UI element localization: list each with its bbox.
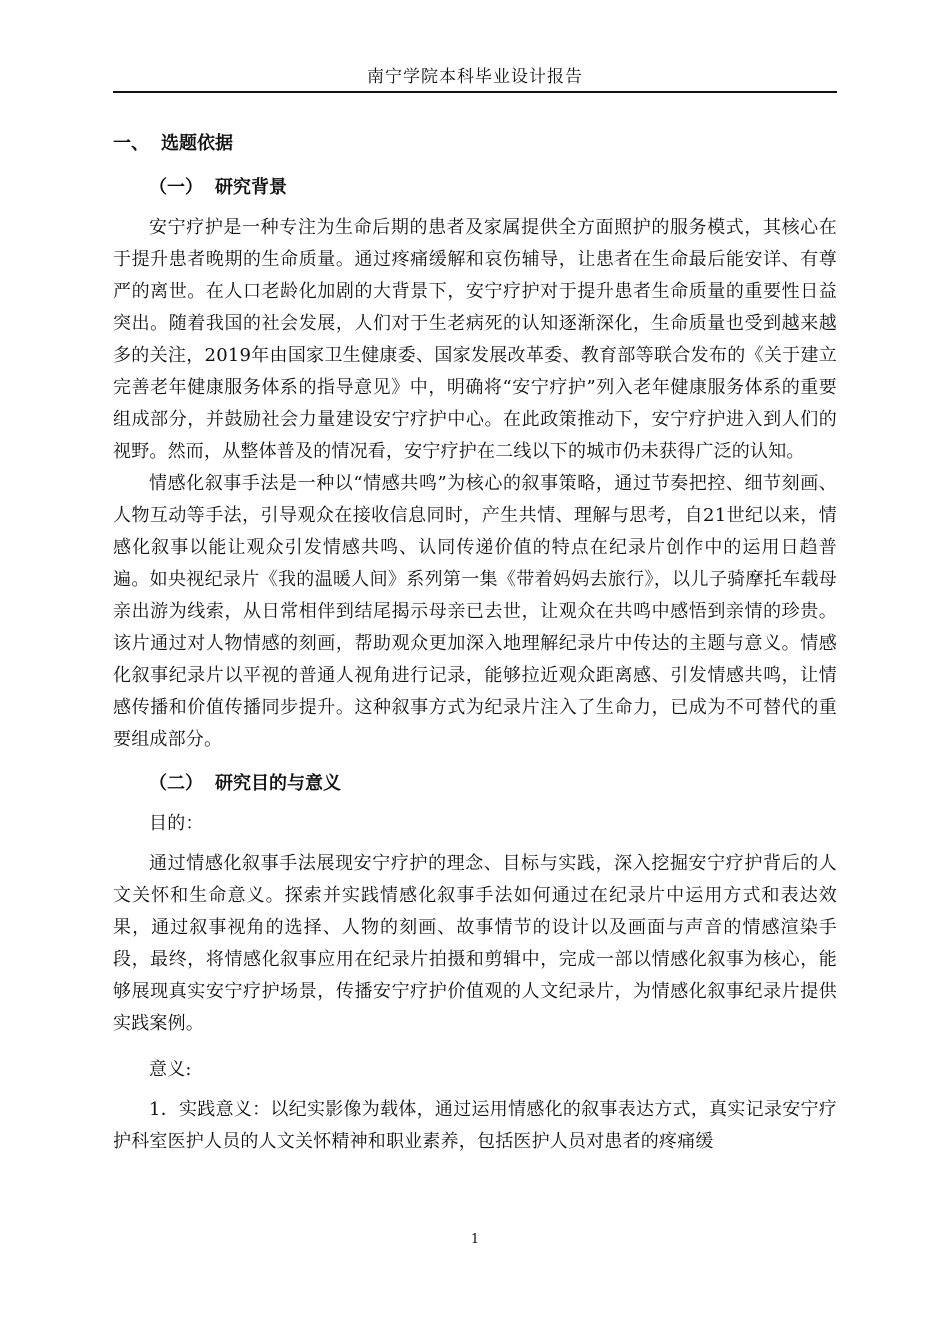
header-divider (113, 91, 837, 93)
paragraph-significance-1: 1．实践意义：以纪实影像为载体，通过运用情感化的叙事表达方式，真实记录安宁疗护科室医护人员的人文关怀精神和职业素养，包括医护人员对患者的疼痛缓 (113, 1099, 837, 1152)
subsection-heading-background (113, 172, 837, 204)
page-number: 1 (470, 1232, 480, 1247)
subsection-number: （二） (149, 773, 203, 794)
page-header-title: 南宁学院本科毕业设计报告 (367, 67, 583, 87)
significance-label: 意义: (149, 1059, 192, 1080)
document-body (113, 128, 837, 1158)
purpose-label: 目的： (149, 813, 204, 834)
subsection-title: 研究目的与意义 (215, 773, 341, 794)
paragraph-background-1: 安宁疗护是一种专注为生命后期的患者及家属提供全方面照护的服务模式，其核心在于提升患者晚期的生命质量。通过疼痛缓解和哀伤辅导，让患者在生命最后能安详、有尊严的离世。在人口老龄化加剧的大背景下，安宁疗护对于提升患者生命质量的重要性日益突出。随着我国的社会发展，人们对于生老病死的认知逐渐深化，生命质量也受到越来越多的关注，2019年由国家卫生健康委、国家发展改革委、教育部等联合发布的《关于建立完善老年健康服务体系的指导意见》中，明确将“安宁疗护”列入老年健康服务体系的重要组成部分，并鼓励社会力量建设安宁疗护中心。在此政策推动下，安宁疗护进入到人们的视野。然而，从整体普及的情况看，安宁疗护在二线以下的城市仍未获得广泛的认知。 (113, 217, 837, 462)
subsection-title: 研究背景 (215, 177, 287, 198)
subsection-heading-purpose (113, 768, 837, 800)
subsection-number: （一） (149, 177, 203, 198)
paragraph-purpose: 通过情感化叙事手法展现安宁疗护的理念、目标与实践，深入挖掘安宁疗护背后的人文关怀和生命意义。探索并实践情感化叙事手法如何通过在纪录片中运用方式和表达效果，通过叙事视角的选择、人物的刻画、故事情节的设计以及画面与声音的情感渲染手段，最终，将情感化叙事应用在纪录片拍摄和剪辑中，完成一部以情感化叙事为核心，能够展现真实安宁疗护场景，传播安宁疗护价值观的人文纪录片，为情感化叙事纪录片提供实践案例。 (113, 853, 837, 1034)
section-number: 一、 (113, 133, 149, 154)
paragraph-background-2: 情感化叙事手法是一种以“情感共鸣”为核心的叙事策略，通过节奏把控、细节刻画、人物互动等手法，引导观众在接收信息同时，产生共情、理解与思考，自21世纪以来，情感化叙事以能让观众引发情感共鸣、认同传递价值的特点在纪录片创作中的运用日趋普遍。如央视纪录片《我的温暖人间》系列第一集《带着妈妈去旅行》，以儿子骑摩托车载母亲出游为线索，从日常相伴到结尾揭示母亲已去世，让观众在共鸣中感悟到亲情的珍贵。该片通过对人物情感的刻画，帮助观众更加深入地理解纪录片中传达的主题与意义。情感化叙事纪录片以平视的普通人视角进行记录，能够拉近观众距离感、引发情感共鸣，让情感传播和价值传播同步提升。这种叙事方式为纪录片注入了生命力，已成为不可替代的重要组成部分。 (113, 473, 837, 750)
section-heading (113, 128, 837, 160)
section-title: 选题依据 (161, 133, 233, 154)
